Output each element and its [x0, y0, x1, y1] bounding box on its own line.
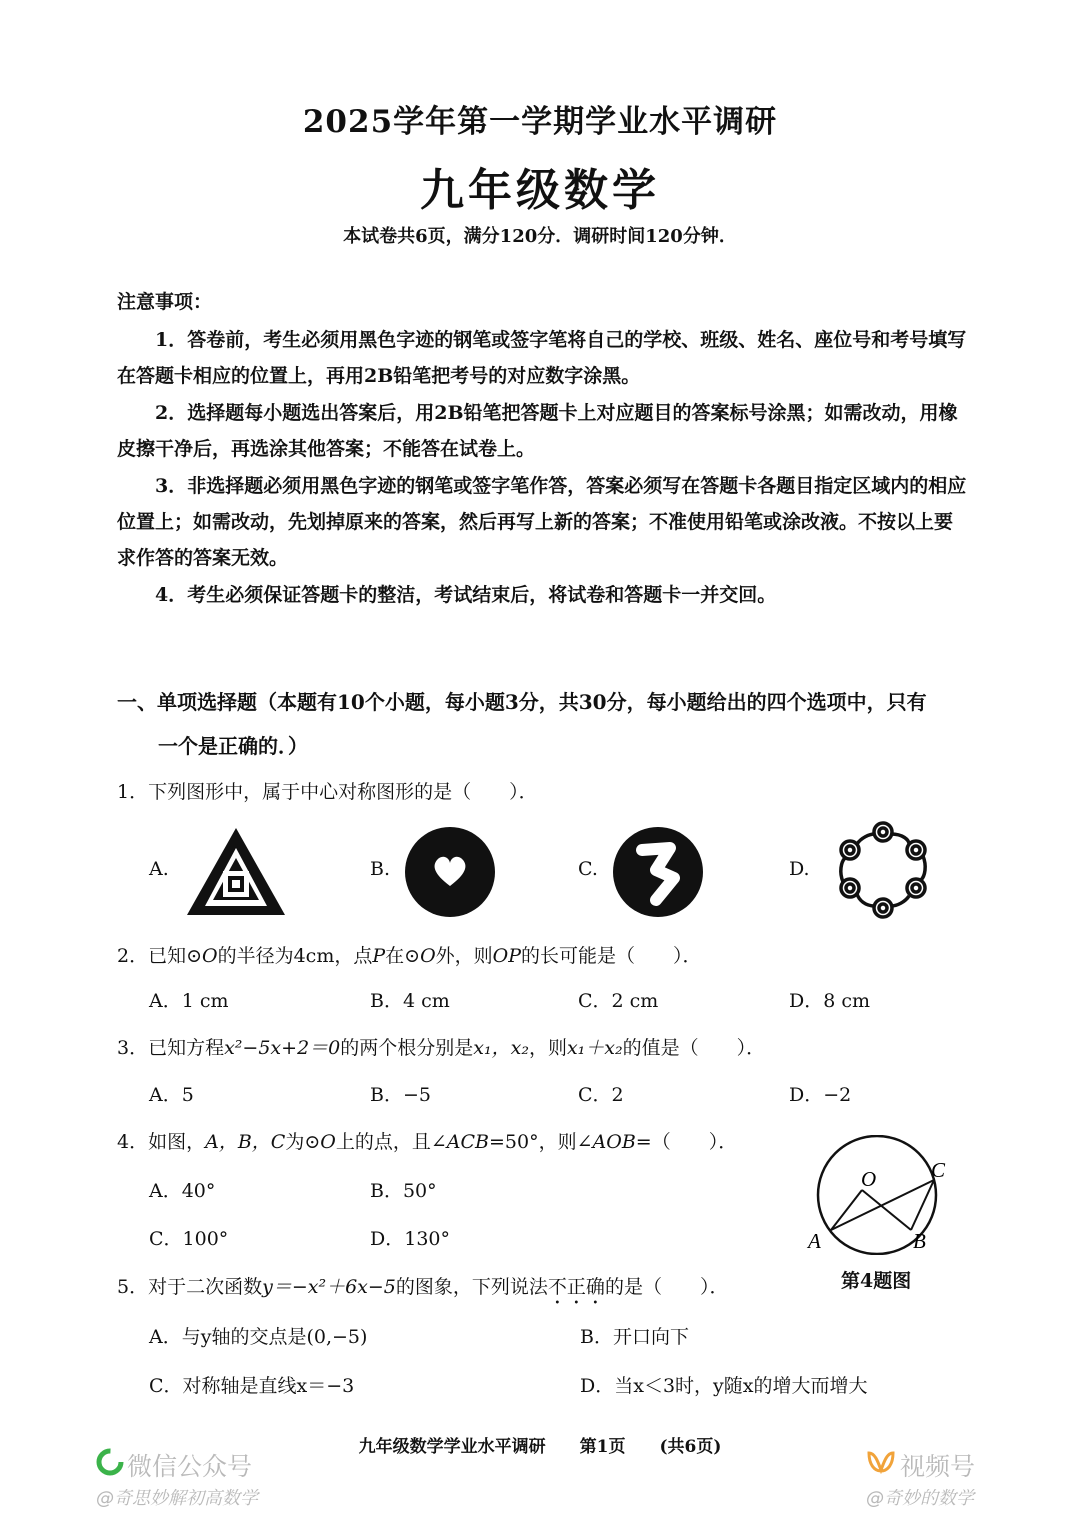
q1-label-c: C.	[578, 858, 598, 880]
q2-option-b: B．4 cm	[370, 990, 450, 1012]
label-b: B	[913, 1229, 926, 1253]
q3-option-a: A．5	[149, 1084, 194, 1106]
section-heading-cont: 一个是正确的．）	[158, 734, 308, 758]
triangle-figure-icon	[185, 826, 287, 918]
label-a: A	[808, 1229, 821, 1253]
notice-item-3: 3．非选择题必须用黑色字迹的钢笔或签字笔作答，答案必须写在答题卡各题目指定区域内的相应位置上；如需改动，先划掉原来的答案，然后再写上新的答案；不准使用铅笔或涂改液。不按以上要求作答的答案无效。	[117, 475, 967, 569]
q5-option-d: D．当x＜3时，y随x的增大而增大	[580, 1375, 868, 1397]
notice-heading: 注意事项：	[117, 291, 213, 313]
watermark-right-sub: @奇妙的数学	[866, 1488, 974, 1509]
watermark-left-sub: @奇思妙解初高数学	[96, 1488, 258, 1509]
q3-option-c: C．2	[578, 1084, 624, 1106]
heart-circle-icon	[404, 826, 496, 918]
q4-option-d: D．130°	[370, 1228, 450, 1250]
question-3-stem: 3．已知方程x²−5x+2＝0的两个根分别是x₁，x₂，则x₁＋x₂的值是（ ）．	[117, 1037, 766, 1059]
q3-option-d: D．−2	[789, 1084, 852, 1106]
subject-title: 九年级数学	[420, 165, 660, 216]
q2-option-c: C．2 cm	[578, 990, 659, 1012]
q2-option-a: A．1 cm	[149, 990, 229, 1012]
q4-option-c: C．100°	[149, 1228, 229, 1250]
q1-label-a: A.	[149, 858, 169, 880]
notice-item-1: 1．答卷前，考生必须用黑色字迹的钢笔或签字笔将自己的学校、班级、姓名、座位号和考号填写在答题卡相应的位置上，再用2B铅笔把考号的对应数字涂黑。	[117, 329, 967, 387]
question-1-stem: 1．下列图形中，属于中心对称图形的是（ ）．	[117, 781, 538, 803]
q4-option-b: B．50°	[370, 1180, 437, 1202]
label-c: C	[931, 1158, 946, 1182]
emphasis-not-correct: 不正确	[547, 1276, 605, 1298]
watermark-left-title: 微信公众号	[127, 1452, 253, 1481]
label-o: O	[861, 1167, 877, 1191]
notice-item-2: 2．选择题每小题选出答案后，用2B铅笔把答题卡上对应题目的答案标号涂黑；如需改动，用橡皮擦干净后，再选涂其他答案；不能答在试卷上。	[117, 402, 958, 460]
watermark-right-title: 视频号	[900, 1452, 976, 1481]
q4-option-a: A．40°	[149, 1180, 216, 1202]
q1-label-d: D.	[789, 858, 810, 880]
cloud-ring-icon	[833, 820, 933, 920]
q4-figure-caption: 第4题图	[841, 1270, 912, 1292]
question-5-stem: 5．对于二次函数y＝−x²＋6x−5的图象，下列说法不正确的是（ ）．	[117, 1276, 729, 1298]
q1-label-b: B.	[370, 858, 391, 880]
question-4-stem: 4．如图，A，B，C为⊙O上的点，且∠ACB=50°，则∠AOB=（ ）．	[117, 1131, 738, 1153]
question-2-stem: 2．已知⊙O的半径为4cm，点P在⊙O外，则OP的长可能是（ ）．	[117, 945, 702, 967]
q4-circle-figure	[805, 1135, 955, 1255]
notice-item-4: 4．考生必须保证答题卡的整洁，考试结束后，将试卷和答题卡一并交回。	[155, 584, 777, 606]
q5-option-c: C．对称轴是直线x＝−3	[149, 1375, 355, 1397]
exam-title: 2025学年第一学期学业水平调研	[302, 104, 778, 140]
page-footer: 九年级数学学业水平调研 第1页 (共6页)	[358, 1437, 722, 1457]
wechat-logo-icon	[96, 1448, 124, 1476]
q3-option-b: B．−5	[370, 1084, 431, 1106]
section-heading: 一、单项选择题（本题有10个小题，每小题3分，共30分，每小题给出的四个选项中，只有	[117, 690, 927, 714]
q5-option-a: A．与y轴的交点是(0,−5)	[149, 1326, 368, 1348]
channels-logo-icon	[866, 1450, 896, 1474]
three-circle-icon	[612, 826, 704, 918]
q5-option-b: B．开口向下	[580, 1326, 689, 1348]
exam-info: 本试卷共6页，满分120分．调研时间120分钟．	[343, 226, 737, 247]
q2-option-d: D．8 cm	[789, 990, 871, 1012]
